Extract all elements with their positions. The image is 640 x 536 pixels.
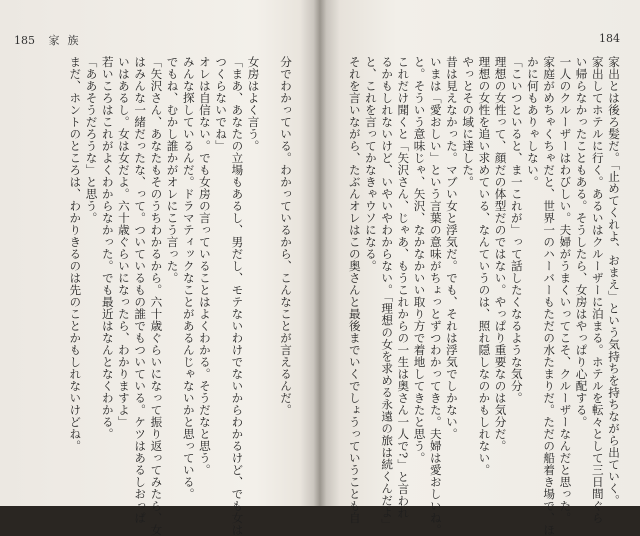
text-line: やっとその域に達した。 (461, 56, 476, 188)
text-line: 分でわかっている。わかっているから、こんなことが言えるんだ。 (279, 56, 293, 416)
text-line (262, 56, 278, 476)
text-line: つくらないでね」 (214, 56, 229, 152)
text-line: かに何もありゃしない。 (525, 56, 540, 188)
text-line: 昔は見えなかった。マブい女と浮気だ。でも、それは浮気でしかない。 (444, 56, 459, 440)
left-page-header (14, 32, 87, 48)
text-line: オレは自信ない。でも女房の言っていることはよくわかる。そうだなと思う。 (197, 56, 212, 476)
text-line: るかもしれないけど、いやいやわからない。「理想の女を求める永遠の旅は続くんだよ」 (380, 56, 395, 531)
text-line: 若いころはこれがよくわからなかった。でも最近はなんとなくわかる。 (100, 56, 115, 440)
left-page-number: 185 (14, 34, 35, 47)
text-line: と。そういう意味じゃ、矢沢、なかなかいい取り方で着地してきたと思う。 (412, 56, 427, 464)
text-line: 一人のクルーザーはわびしい。夫婦がうまくいってこそ、クルーザーなんだと思った。 (558, 56, 573, 524)
text-line: 「こいつといると、ま一これが」って話したくなるような気分。 (509, 56, 524, 404)
text-line: 「矢沢さん、あなたもそのうちわかるから。六十歳ぐらいになって振り返ってみたら、女 (149, 56, 164, 536)
right-page-header (599, 32, 620, 45)
text-line: でもね、むかし誰かがオレにこう言った。 (165, 56, 180, 284)
right-page-text (347, 56, 622, 536)
text-line: いはあるし。女は女だよ。六十歳ぐらいになったら、わかりますよ」 (116, 56, 131, 428)
text-line: それを言いながら、たぶんオレはこの奥さんと最後までいくでしょうっていうことも自 (347, 56, 362, 524)
text-line: みんな探しているんだ。ドラマティックなことがあるんじゃないかと思っている。 (181, 56, 196, 500)
text-line: いまは「愛おしい」という言葉の意味がちょっとずつわかってきた。夫婦は愛おしいね。 (428, 56, 443, 536)
text-line: 理想の女性って、顔だの体型だのではない。やっぱり重要なのは気分だ。 (493, 56, 508, 452)
text-line: 女房はよく言う。 (246, 56, 261, 152)
text-line: 「まあ、あなたの立場もあるし、男だし、モテないわけでないからわかるけど、でも女は (230, 56, 245, 536)
book-gutter (300, 0, 340, 506)
running-title: 家族 (48, 34, 87, 47)
left-page-text (67, 56, 294, 536)
text-line: まだ、ホントのところは、わかりきるのは先のことかもしれないけどね。 (68, 56, 83, 452)
text-line: 理想の女性を追い求めている、なんていうのは、照れ隠しなのかもしれない。 (477, 56, 492, 476)
text-line: 家庭がめちゃくちゃだと、世界一のハーバーもただの水たまりだ。ただの船着き場で、ほ (542, 56, 557, 536)
text-line: い帰らなかったこともある。そうしたら、女房はやっぱり心配する。 (574, 56, 589, 428)
text-line: はみんな一緒だったな、って。ついているもの誰でもついている。ケツはあるしおっぱ (133, 56, 148, 524)
text-line: これだけ聞くと「矢沢さん、じゃあ、もうこれからの一生は奥さん一人で?」と言われ (396, 56, 411, 519)
text-line: と、これを言ってかなきゃウソになる。 (363, 56, 378, 272)
text-line: 「ああそうだろうな」と思う。 (84, 56, 99, 224)
right-page-number: 184 (599, 32, 620, 45)
text-line: 家出してホテルに行く。あるいはクルーザーに泊まる。ホテルを転々として三日間ぐら (590, 56, 605, 524)
text-line: 家出とは後ろ髪だ。「止めてくれよ、おまえ」という気持ちを持ちながら出ていく。 (607, 56, 621, 507)
